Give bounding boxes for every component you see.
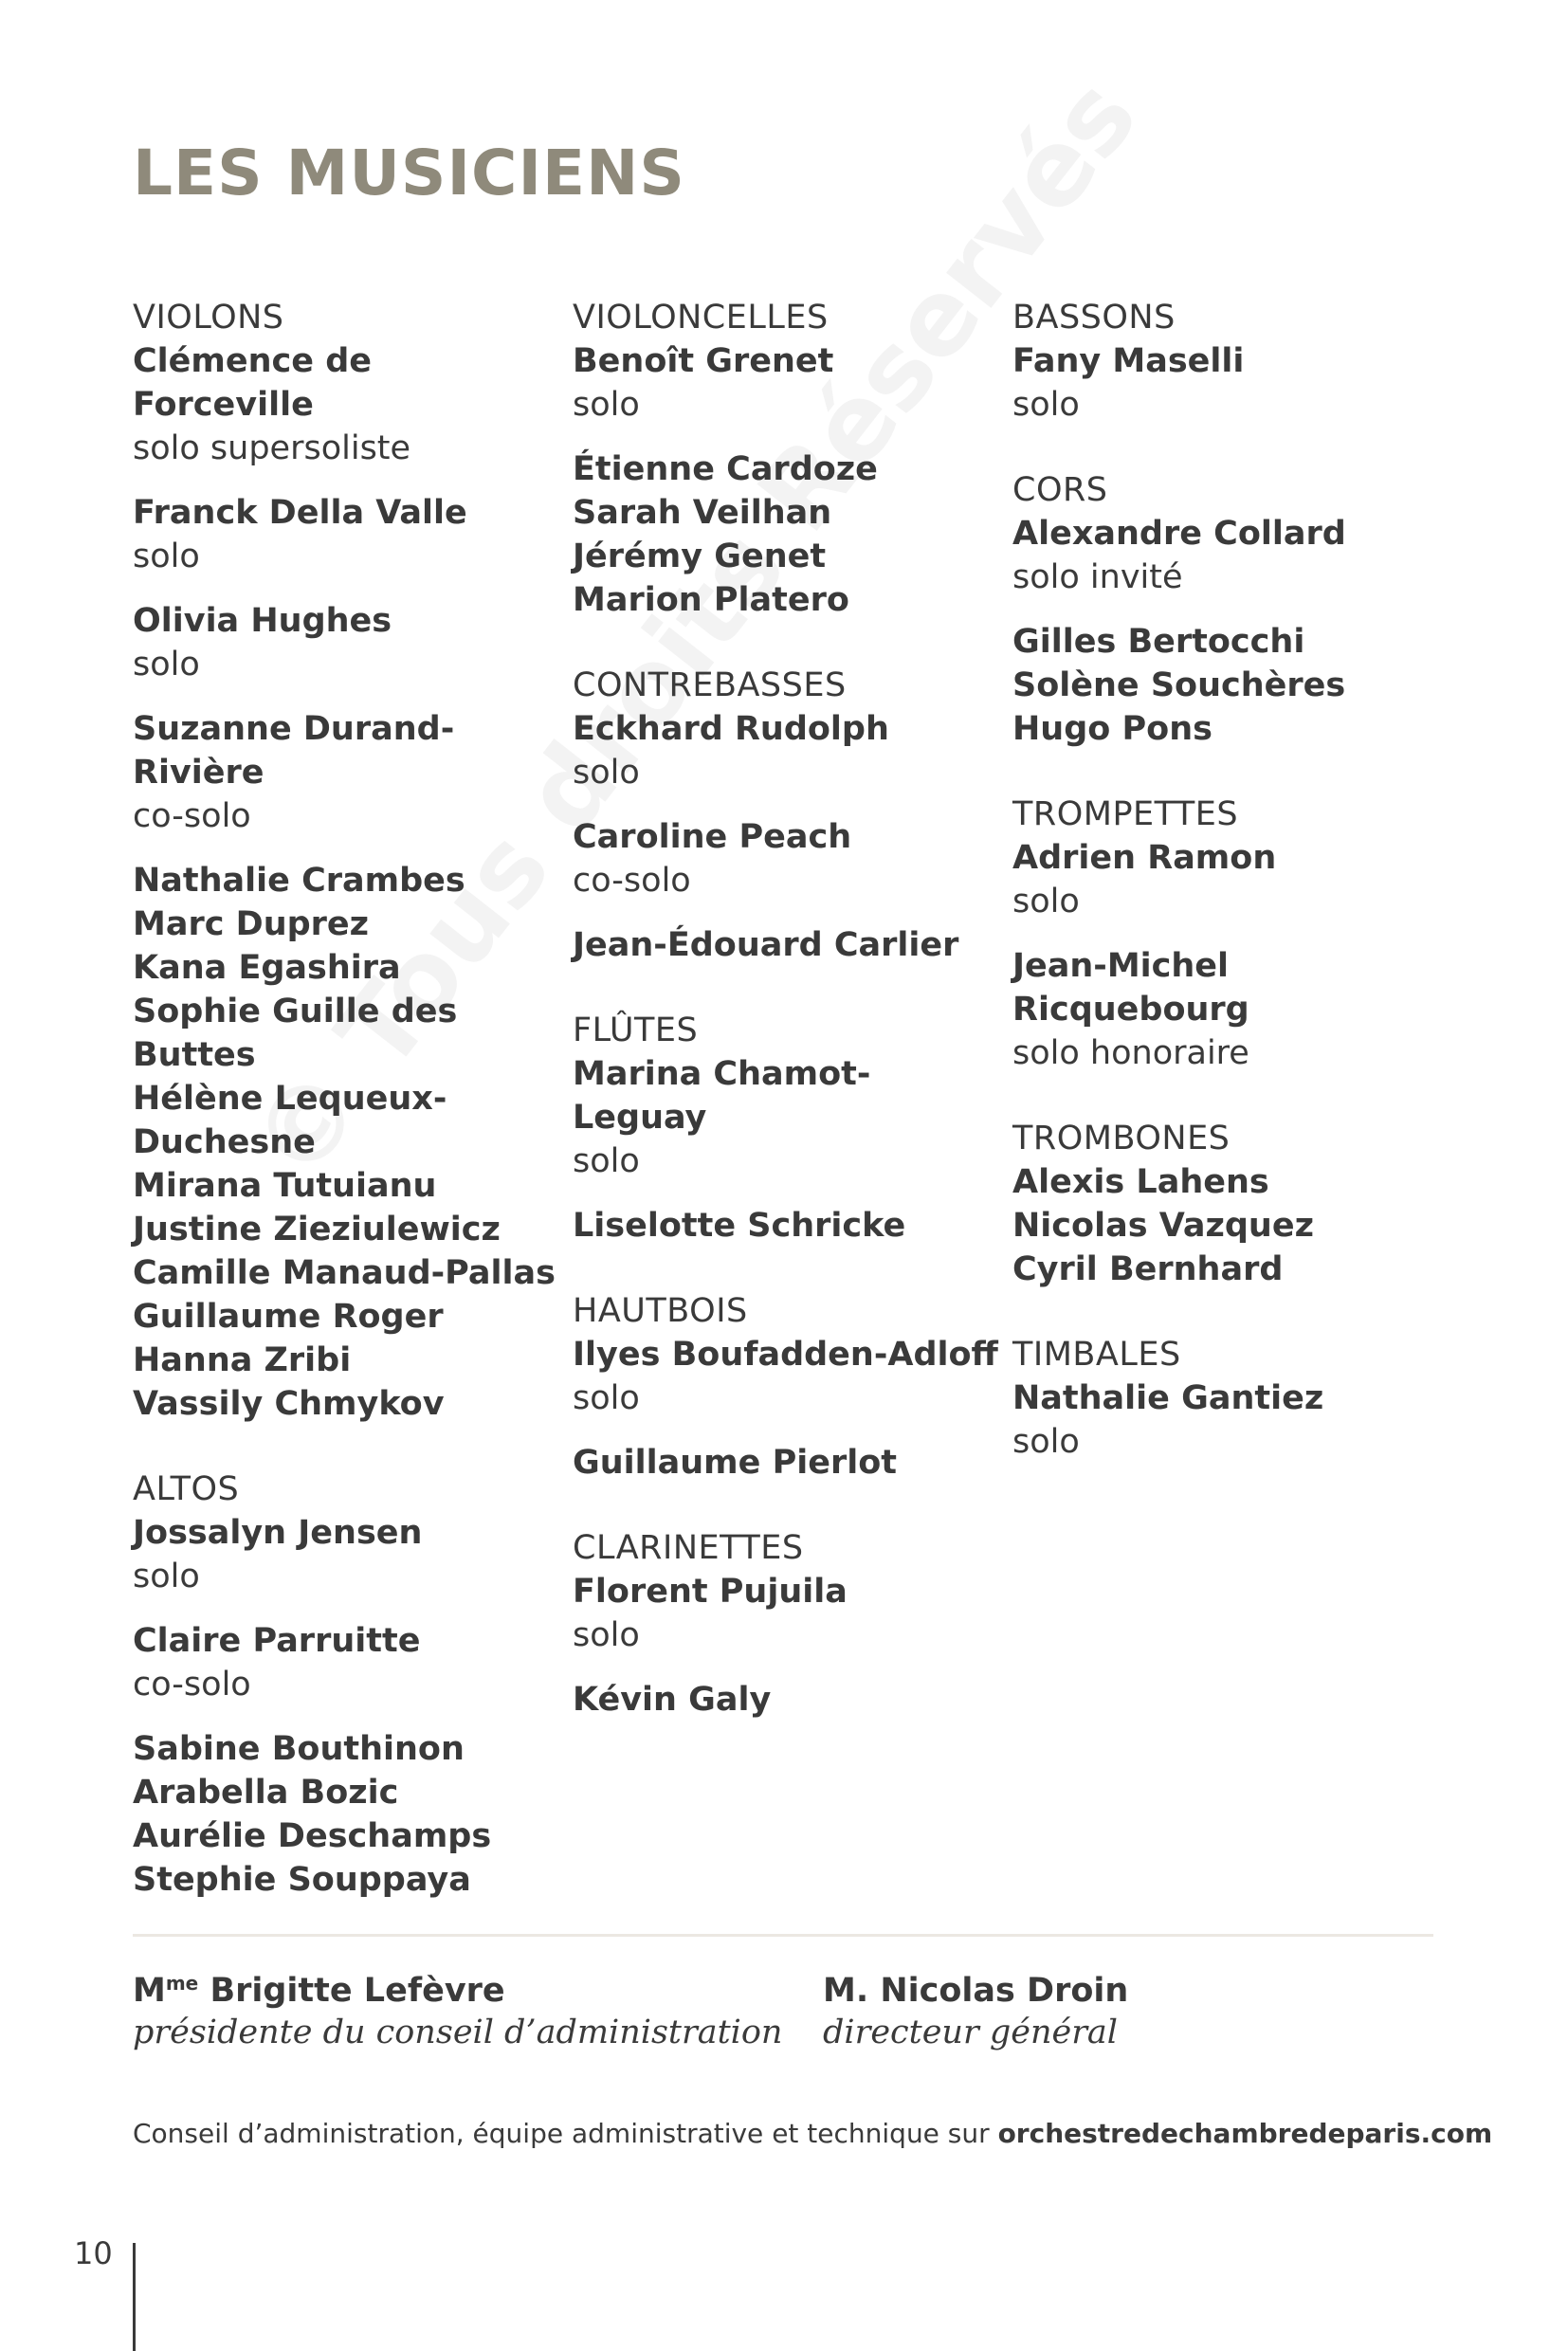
musician-role: co-solo (133, 1666, 251, 1704)
musician-name: Aurélie Deschamps (133, 1817, 492, 1855)
section-bassons (1012, 296, 1439, 427)
musician-name: Sabine Bouthinon (133, 1730, 465, 1768)
musician-entry (1012, 1376, 1439, 1464)
musician-name: Florent Pujuila (573, 1573, 848, 1611)
musicians-column-2 (573, 296, 999, 1763)
section-altos (133, 1467, 559, 1902)
musician-name: Alexis Lahens (1012, 1163, 1269, 1201)
signer-prefix: M. (823, 1972, 869, 2010)
section-cors (1012, 468, 1439, 751)
musician-name: Guillaume Roger (133, 1298, 444, 1336)
musician-role: co-solo (573, 862, 691, 900)
musician-name: Étienne Cardoze (573, 450, 878, 488)
section-heading: CORS (1012, 471, 1108, 509)
musician-role: solo (573, 386, 640, 424)
musician-name: Solène Souchères (1012, 666, 1346, 704)
musician-entry (1012, 1160, 1439, 1291)
musician-name: Ricquebourg (1012, 991, 1249, 1029)
signer-title: directeur général (823, 2014, 1118, 2051)
musician-entry (573, 1052, 999, 1183)
section-contrebasses (573, 664, 999, 967)
musician-name: Hugo Pons (1012, 710, 1212, 748)
musician-name: Ilyes Boufadden-Adloff (573, 1336, 998, 1374)
section-heading: TIMBALES (1012, 1336, 1181, 1374)
musician-name: Arabella Bozic (133, 1774, 399, 1812)
musician-name: Olivia Hughes (133, 602, 392, 640)
musician-role: solo (1012, 1423, 1080, 1461)
musician-name: Nicolas Vazquez (1012, 1207, 1314, 1245)
musician-name: Eckhard Rudolph (573, 710, 889, 748)
musician-name: Gilles Bertocchi (1012, 623, 1305, 661)
section-heading: HAUTBOIS (573, 1292, 748, 1330)
musician-entry (133, 491, 559, 578)
musician-name: Clémence de Forceville (133, 342, 373, 424)
musician-name: Hanna Zribi (133, 1341, 352, 1379)
section-heading: VIOLONS (133, 299, 284, 337)
musician-entry (1012, 339, 1439, 427)
section-heading: TROMBONES (1012, 1120, 1231, 1157)
musician-entry (1012, 512, 1439, 599)
section-violons (133, 296, 559, 1426)
musician-name: Camille Manaud-Pallas (133, 1254, 556, 1292)
musician-name: Fany Maselli (1012, 342, 1245, 380)
website-link[interactable]: orchestredechambredeparis.com (997, 2118, 1493, 2149)
musician-name: Cyril Bernhard (1012, 1250, 1284, 1288)
section-timbales (1012, 1333, 1439, 1464)
musician-name: Marion Platero (573, 581, 849, 619)
musician-entry (133, 339, 559, 470)
musician-entry (573, 1204, 999, 1248)
musician-name: Caroline Peach (573, 818, 852, 856)
section-flûtes (573, 1009, 999, 1248)
section-hautbois (573, 1289, 999, 1485)
signer-name (133, 1970, 782, 2012)
musician-name: Duchesne (133, 1123, 316, 1161)
signer-prefix-sup: me (165, 1972, 199, 1995)
musician-role: solo (133, 538, 200, 575)
musician-entry (1012, 836, 1439, 923)
musician-name: Nathalie Gantiez (1012, 1379, 1324, 1417)
musician-entry (133, 599, 559, 686)
section-trompettes (1012, 793, 1439, 1075)
musician-name: Jossalyn Jensen (133, 1514, 423, 1552)
musician-name: Claire Parruitte (133, 1622, 421, 1660)
section-heading: TROMPETTES (1012, 795, 1239, 833)
section-heading: CLARINETTES (573, 1529, 804, 1567)
musician-role: solo (133, 646, 200, 683)
musician-entry (573, 707, 999, 794)
musicians-column-1 (133, 296, 559, 1943)
musician-entry (573, 1441, 999, 1485)
musician-entry (133, 707, 559, 838)
musician-name: Marc Duprez (133, 905, 370, 943)
musician-entry (133, 1619, 559, 1706)
signer-title: présidente du conseil d’administration (133, 2014, 783, 2051)
musician-name: Sophie Guille des Buttes (133, 993, 458, 1074)
musician-name: Franck Della Valle (133, 494, 467, 532)
signature-director (823, 1970, 1128, 2053)
musician-entry (133, 859, 559, 1426)
musician-name: Liselotte Schricke (573, 1207, 906, 1245)
musician-name: Stephie Souppaya (133, 1861, 471, 1899)
musician-entry (573, 923, 999, 967)
musician-name: Vassily Chmykov (133, 1385, 445, 1423)
musician-name: Justine Zieziulewicz (133, 1211, 501, 1248)
musician-entry (573, 815, 999, 902)
musician-entry (573, 1570, 999, 1657)
section-heading: CONTREBASSES (573, 666, 847, 704)
signer-full-name: Nicolas Droin (880, 1972, 1129, 2010)
musician-entry (133, 1727, 559, 1902)
musician-entry (1012, 620, 1439, 751)
musician-role: solo supersoliste (133, 429, 411, 467)
section-heading: BASSONS (1012, 299, 1176, 337)
musician-entry (573, 339, 999, 427)
musician-role: solo (1012, 386, 1080, 424)
musician-name: Guillaume Pierlot (573, 1444, 897, 1482)
musician-role: solo honoraire (1012, 1034, 1249, 1072)
musician-entry (133, 1511, 559, 1598)
musician-role: solo (573, 1616, 640, 1654)
musician-entry (573, 1333, 999, 1420)
section-violoncelles (573, 296, 999, 622)
section-heading: ALTOS (133, 1470, 240, 1508)
musician-role: solo (573, 754, 640, 792)
musician-role: solo invité (1012, 558, 1183, 596)
musician-name: Jérémy Genet (573, 538, 827, 575)
signer-name (823, 1970, 1128, 2012)
footer-note (133, 2118, 1492, 2149)
musician-name: Kana Egashira (133, 949, 401, 987)
section-heading: FLÛTES (573, 1011, 699, 1049)
musician-name: Mirana Tutuianu (133, 1167, 437, 1205)
page-edge-bar (133, 2243, 136, 2351)
musician-name: Jean-Édouard Carlier (573, 926, 959, 964)
musician-name: Suzanne Durand-Rivière (133, 710, 455, 792)
musician-role: co-solo (133, 797, 251, 835)
section-heading: VIOLONCELLES (573, 299, 829, 337)
musician-role: solo (573, 1142, 640, 1180)
musician-name: Jean-Michel (1012, 947, 1230, 985)
divider-rule (133, 1934, 1433, 1937)
signer-full-name: Brigitte Lefèvre (210, 1972, 505, 2010)
musician-name: Hélène Lequeux- (133, 1080, 447, 1118)
page-title: LES MUSICIENS (133, 137, 685, 210)
musician-role: solo (133, 1558, 200, 1595)
musician-name: Benoît Grenet (573, 342, 834, 380)
musician-role: solo (573, 1379, 640, 1417)
signature-president (133, 1970, 782, 2053)
musician-entry (573, 447, 999, 622)
musician-entry (573, 1678, 999, 1722)
signer-prefix: M (133, 1972, 166, 2010)
musician-name: Adrien Ramon (1012, 839, 1277, 877)
musician-role: solo (1012, 883, 1080, 920)
musician-name: Nathalie Crambes (133, 862, 465, 900)
musician-name: Sarah Veilhan (573, 494, 832, 532)
footer-text: Conseil d’administration, équipe administrative et technique sur (133, 2118, 998, 2149)
musician-entry (1012, 944, 1439, 1075)
section-clarinettes (573, 1526, 999, 1722)
musicians-column-3 (1012, 296, 1439, 1505)
section-trombones (1012, 1117, 1439, 1291)
musician-name: Marina Chamot-Leguay (573, 1055, 871, 1137)
page-number: 10 (74, 2235, 113, 2271)
musician-name: Alexandre Collard (1012, 515, 1346, 553)
musician-name: Kévin Galy (573, 1681, 772, 1719)
